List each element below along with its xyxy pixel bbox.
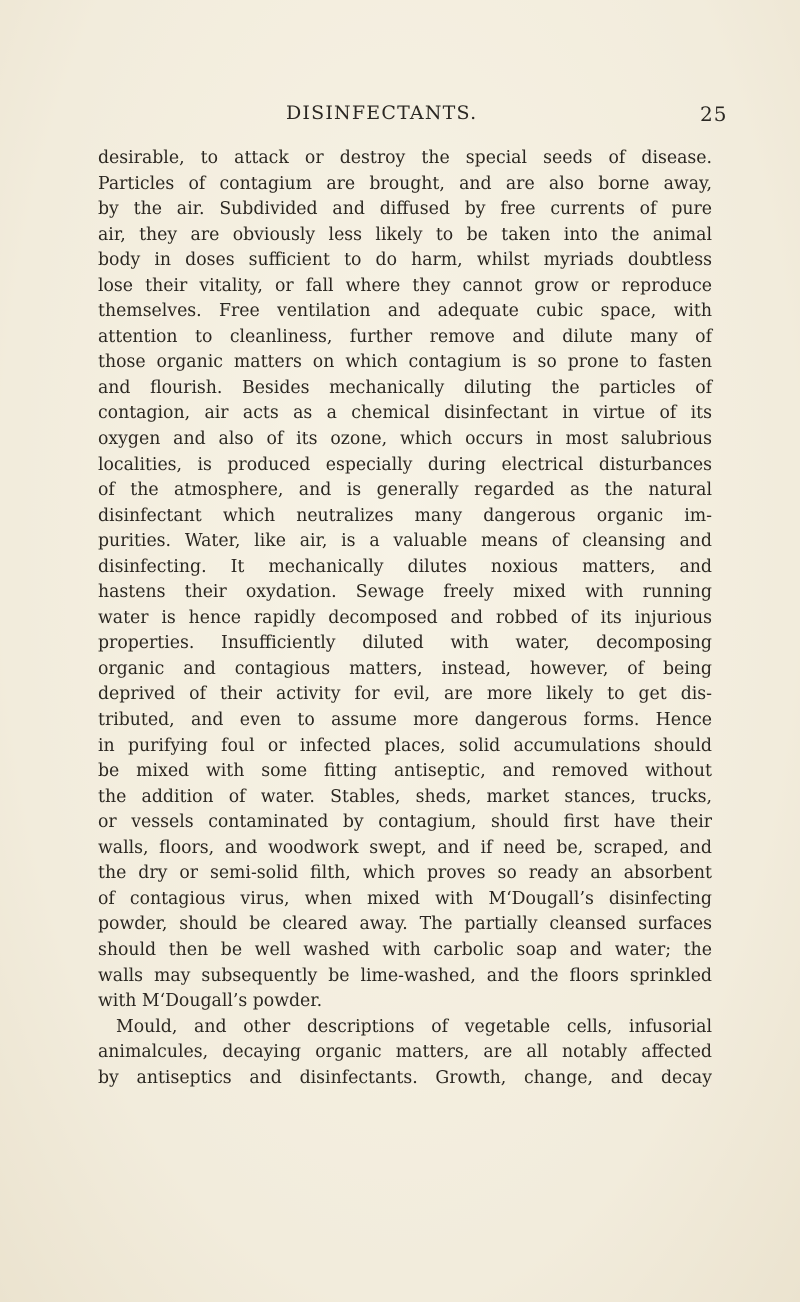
body-text: [98, 146, 712, 1091]
text-line: or vessels contaminated by contagium, should first have their: [98, 812, 712, 833]
text-line: with M‘Dougall’s powder.: [98, 991, 323, 1012]
text-line: hastens their oxydation. Sewage freely mixed with running: [98, 582, 712, 603]
running-title: DISINFECTANTS.: [286, 102, 478, 124]
text-line: attention to cleanliness, further remove and dilute many of: [98, 326, 712, 347]
text-line: the dry or semi-solid filth, which proves so ready an absorbent: [98, 863, 712, 884]
text-line: Mould, and other descriptions of vegetable cells, infusorial: [116, 1016, 712, 1037]
text-line: powder, should be cleared away. The partially cleansed surfaces: [98, 914, 712, 935]
text-line: should then be well washed with carbolic soap and water; the: [98, 939, 712, 960]
running-head: [0, 102, 800, 132]
text-line: of contagious virus, when mixed with M‘Dougall’s disinfecting: [98, 888, 712, 909]
text-line: desirable, to attack or destroy the special seeds of disease.: [98, 148, 712, 168]
text-line: oxygen and also of its ozone, which occurs in most salubrious: [98, 429, 712, 450]
text-line: deprived of their activity for evil, are more likely to get dis-: [98, 684, 712, 705]
text-line: Particles of contagium are brought, and are also borne away,: [98, 173, 712, 194]
text-line: disinfecting. It mechanically dilutes noxious matters, and: [98, 556, 712, 577]
text-line: by the air. Subdivided and diffused by free currents of pure: [98, 199, 712, 220]
text-line: properties. Insufficiently diluted with water, decomposing: [98, 633, 712, 654]
text-line: walls may subsequently be lime-washed, and the floors sprinkled: [98, 965, 712, 986]
text-line: be mixed with some fitting antiseptic, and removed without: [98, 761, 712, 782]
text-line: purities. Water, like air, is a valuable means of cleansing and: [98, 531, 712, 552]
text-line: localities, is produced especially during electrical disturbances: [98, 454, 712, 475]
text-line: of the atmosphere, and is generally regarded as the natural: [98, 480, 712, 501]
text-line: themselves. Free ventilation and adequate cubic space, with: [98, 301, 712, 322]
text-line: air, they are obviously less likely to be taken into the animal: [98, 224, 712, 245]
page-number: 25: [700, 102, 728, 126]
text-line: lose their vitality, or fall where they cannot grow or reproduce: [98, 275, 712, 296]
text-line: in purifying foul or infected places, solid accumulations should: [98, 735, 712, 756]
text-line: the addition of water. Stables, sheds, market stances, trucks,: [98, 786, 712, 807]
text-line: animalcules, decaying organic matters, are all notably affected: [98, 1042, 712, 1063]
text-line: walls, floors, and woodwork swept, and if need be, scraped, and: [98, 837, 712, 858]
text-line: disinfectant which neutralizes many dangerous organic im-: [98, 505, 712, 526]
text-line: body in doses sufficient to do harm, whilst myriads doubtless: [98, 250, 712, 271]
text-line: tributed, and even to assume more dangerous forms. Hence: [98, 710, 712, 731]
text-line: by antiseptics and disinfectants. Growth, change, and decay: [98, 1067, 712, 1088]
text-line: water is hence rapidly decomposed and robbed of its injurious: [98, 607, 712, 628]
text-line: and flourish. Besides mechanically diluting the particles of: [98, 377, 712, 398]
text-line: organic and contagious matters, instead, however, of being: [98, 658, 712, 679]
text-line: contagion, air acts as a chemical disinfectant in virtue of its: [98, 403, 712, 424]
text-line: those organic matters on which contagium is so prone to fasten: [98, 352, 712, 373]
